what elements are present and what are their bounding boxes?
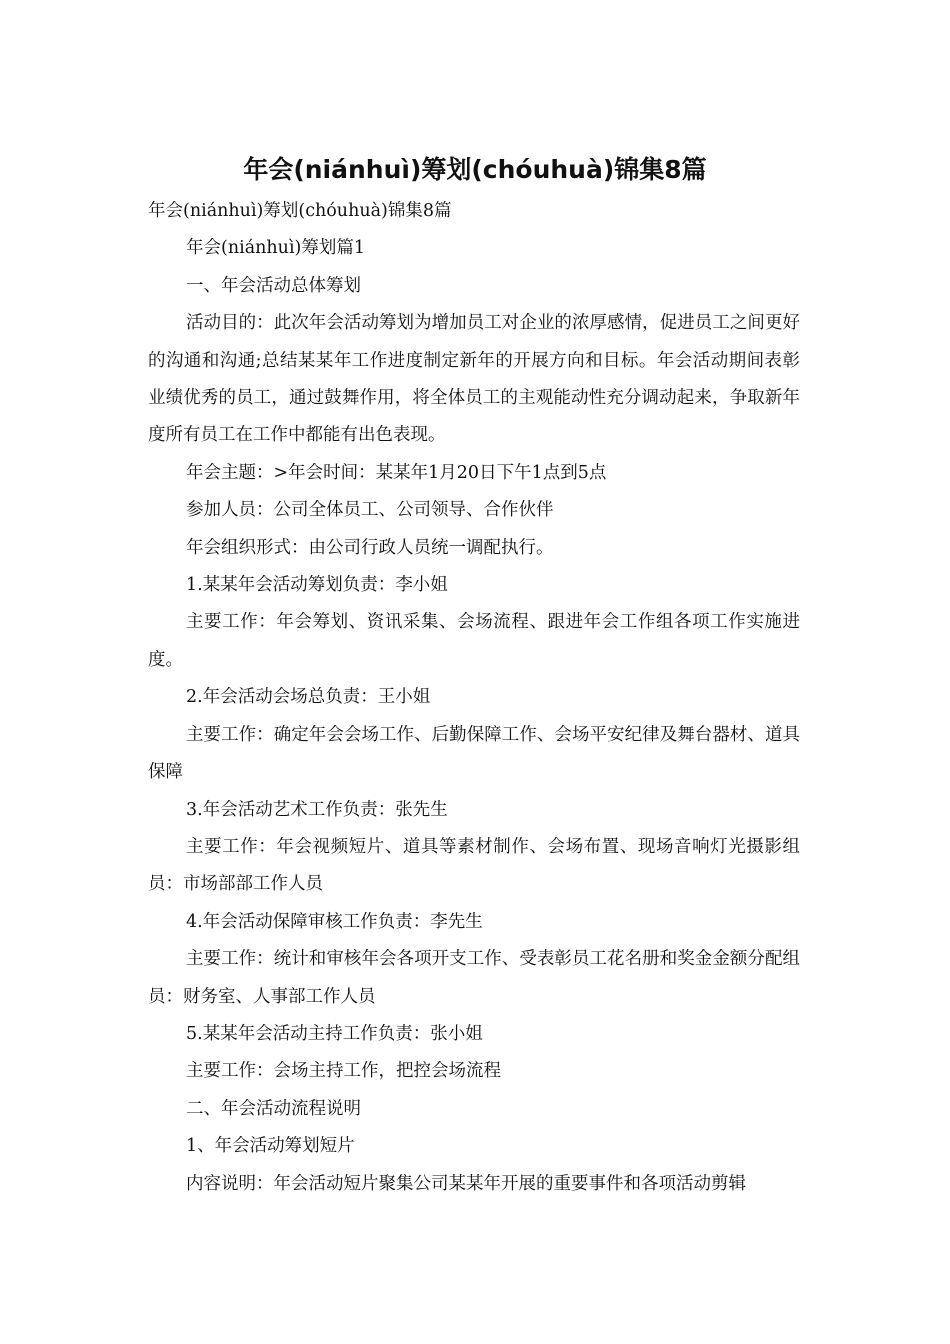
list-item: 2.年会活动会场总负责：王小姐 xyxy=(186,687,431,708)
paragraph: 年会(niánhuì)筹划篇1 xyxy=(186,238,365,259)
section-heading: 一、年会活动总体筹划 xyxy=(186,275,361,296)
list-item: 1.某某年会活动筹划负责：李小姐 xyxy=(186,575,448,596)
paragraph: 主要工作：确定年会会场工作、后勤保障工作、会场平安纪律及舞台器材、道具保障 xyxy=(148,724,800,783)
list-item: 5.某某年会活动主持工作负责：张小姐 xyxy=(186,1023,483,1044)
paragraph: 内容说明：年会活动短片聚集公司某某年开展的重要事件和各项活动剪辑 xyxy=(186,1173,746,1194)
paragraph: 主要工作：年会筹划、资讯采集、会场流程、跟进年会工作组各项工作实施进度。 xyxy=(148,612,800,670)
paragraph: 年会主题：>年会时间：某某年1月20日下午1点到5点 xyxy=(186,462,607,483)
document-body xyxy=(148,193,800,1203)
list-item: 1、年会活动筹划短片 xyxy=(186,1136,355,1157)
paragraph: 年会(niánhuì)筹划(chóuhuà)锦集8篇 xyxy=(148,201,452,221)
paragraph: 主要工作：会场主持工作，把控会场流程 xyxy=(186,1061,501,1082)
paragraph: 参加人员：公司全体员工、公司领导、合作伙伴 xyxy=(186,500,554,521)
paragraph: 主要工作：年会视频短片、道具等素材制作、会场布置、现场音响灯光摄影组员：市场部部工作人员 xyxy=(148,836,800,895)
paragraph: 活动目的：此次年会活动筹划为增加员工对企业的浓厚感情，促进员工之间更好的沟通和沟通;总结某某年工作进度制定新年的开展方向和目标。年会活动期间表彰业绩优秀的员工，通过鼓舞作用，将全体员工的主观能动性充分调动起来，争取新年度所有员工在工作中都能有出色表现。 xyxy=(148,313,800,446)
document-title: 年会(niánhuì)筹划(chóuhuà)锦集8篇 xyxy=(243,155,707,184)
paragraph: 主要工作：统计和审核年会各项开支工作、受表彰员工花名册和奖金金额分配组员：财务室、人事部工作人员 xyxy=(148,949,800,1007)
paragraph: 年会组织形式：由公司行政人员统一调配执行。 xyxy=(186,537,554,558)
list-item: 4.年会活动保障审核工作负责：李先生 xyxy=(186,911,483,932)
section-heading: 二、年会活动流程说明 xyxy=(186,1098,361,1119)
list-item: 3.年会活动艺术工作负责：张先生 xyxy=(186,799,448,820)
